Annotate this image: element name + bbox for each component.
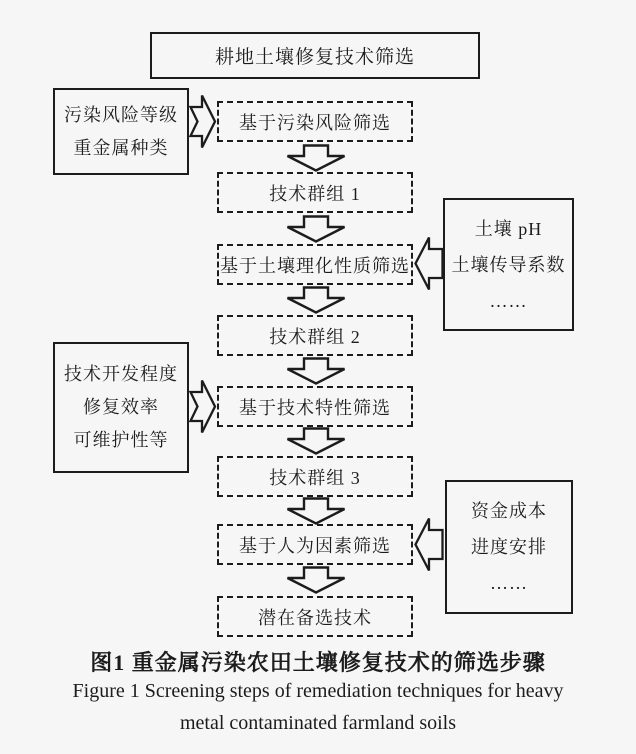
input-box-line: 资金成本 (471, 501, 547, 521)
down-arrow-icon (285, 497, 347, 525)
left-arrow-icon (414, 516, 444, 573)
right-arrow-icon (189, 378, 217, 435)
flow-step-candidate-techniques (217, 596, 413, 637)
input-box-line: 重金属种类 (73, 137, 169, 158)
input-box-human-factors (445, 480, 573, 614)
flow-box-root (150, 32, 480, 79)
figure-caption-en-line1: Figure 1 Screening steps of remediation techniques for heavy (72, 680, 564, 702)
flow-step-tech-group-2 (217, 315, 413, 356)
flow-step-label: 基于土壤理化性质筛选 (220, 255, 410, 276)
right-arrow-icon (189, 93, 217, 150)
input-box-soil-properties (443, 198, 574, 331)
flow-step-tech-feature-screening (217, 386, 413, 427)
input-box-line: …… (489, 290, 528, 311)
input-box-line: 修复效率 (83, 397, 159, 417)
flow-step-tech-group-3 (217, 456, 413, 497)
flow-step-label: 基于技术特性筛选 (239, 397, 391, 418)
down-arrow-icon (285, 286, 347, 314)
left-arrow-icon (414, 235, 444, 292)
input-box-line: 技术开发程度 (64, 364, 178, 384)
flow-step-soil-property-screening (217, 244, 413, 285)
down-arrow-icon (285, 357, 347, 385)
flow-step-label: 技术群组 2 (269, 326, 361, 347)
flow-box-root-label: 耕地土壤修复技术筛选 (214, 47, 415, 68)
down-arrow-icon (285, 215, 347, 243)
input-box-pollution-risk (53, 88, 189, 175)
down-arrow-icon (285, 566, 347, 594)
figure-caption-en-line2: metal contaminated farmland soils (179, 712, 457, 734)
down-arrow-icon (285, 144, 347, 172)
flow-step-tech-group-1 (217, 172, 413, 213)
flow-step-risk-screening (217, 101, 413, 142)
figure-caption-zh: 图1 重金属污染农田土壤修复技术的筛选步骤 (90, 650, 546, 675)
flow-step-label: 基于人为因素筛选 (239, 535, 391, 556)
input-box-line: 进度安排 (471, 537, 547, 557)
down-arrow-icon (285, 427, 347, 455)
input-box-line: …… (490, 573, 528, 593)
flow-step-human-factor-screening (217, 524, 413, 565)
flow-step-label: 技术群组 1 (269, 183, 361, 204)
input-box-line: 污染风险等级 (64, 104, 178, 125)
flow-step-label: 潜在备选技术 (258, 607, 372, 628)
flow-step-label: 技术群组 3 (269, 467, 361, 488)
input-box-tech-characteristics (53, 342, 189, 473)
input-box-line: 土壤传导系数 (451, 254, 566, 275)
flow-step-label: 基于污染风险筛选 (239, 112, 391, 133)
input-box-line: 可维护性等 (73, 430, 169, 450)
input-box-line: 土壤 pH (474, 218, 543, 239)
